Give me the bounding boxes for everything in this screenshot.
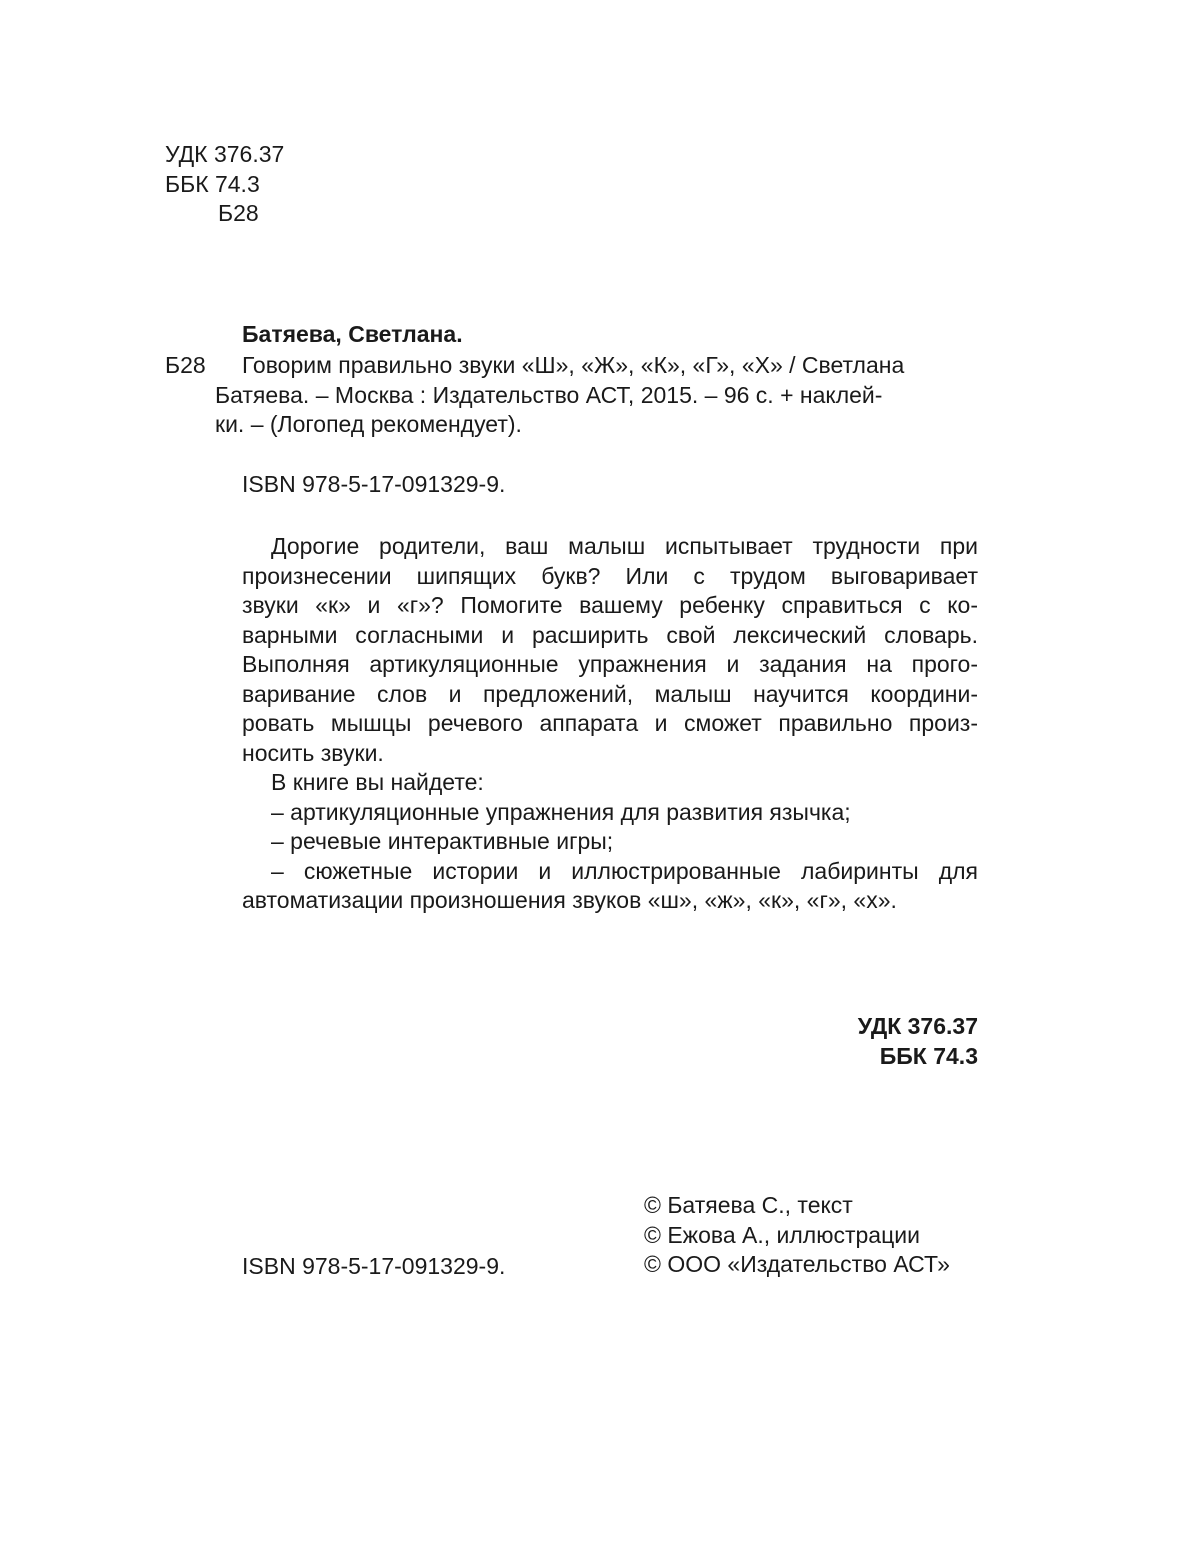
annotation-line: варными согласными и расширить свой лексический словарь. [242,621,978,648]
copyright-block [644,1191,950,1280]
annotation-line: ровать мышцы речевого аппарата и сможет правильно произ- [242,710,978,736]
isbn-footer: ISBN 978-5-17-091329-9. [242,1253,506,1279]
annotation-line: автоматизации произношения звуков «ш», «ж», «к», «г», «х». [242,887,897,913]
copyright-line: © Батяева С., текст [644,1192,853,1218]
copyright-line: © Ежова А., иллюстрации [644,1221,920,1248]
annotation-line: В книге вы найдете: [271,769,484,795]
annotation-line: Выполняя артикуляционные упражнения и задания на прого- [242,651,978,677]
author-heading: Батяева, Светлана. [242,321,463,347]
annotation-line: – речевые интерактивные игры; [271,828,614,854]
citation-line: Батяева. – Москва : Издательство АСТ, 2015. – 96 с. + наклей- [215,381,883,408]
annotation-line: носить звуки. [242,739,384,766]
author-mark-top: Б28 [218,200,259,226]
annotation-line: звуки «к» и «г»? Помогите вашему ребенку справиться с ко- [242,592,978,618]
udk-code-bottom: УДК 376.37 [857,1013,978,1039]
annotation-line: варивание слов и предложений, малыш научится координи- [242,680,978,707]
annotation-line: – артикуляционные упражнения для развития язычка; [271,798,851,825]
annotation-line: Дорогие родители, ваш малыш испытывает трудности при [271,533,978,559]
citation-line: Говорим правильно звуки «Ш», «Ж», «К», «Г», «Х» / Светлана [242,352,905,378]
bbk-code-top: ББК 74.3 [165,170,260,197]
udk-code-top: УДК 376.37 [165,141,285,167]
copyright-line: © ООО «Издательство АСТ» [644,1251,950,1277]
isbn-record: ISBN 978-5-17-091329-9. [242,471,506,497]
annotation-line: – сюжетные истории и иллюстрированные лабиринты для [271,857,978,884]
classification-block-bottom [858,1012,978,1071]
bbk-code-bottom: ББК 74.3 [879,1042,978,1069]
annotation-line: произнесении шипящих букв? Или с трудом выговаривает [242,562,978,589]
citation-line: ки. – (Логопед рекомендует). [215,411,522,437]
bibliographic-citation [215,351,950,440]
classification-block-top [165,140,284,229]
annotation-text [242,532,978,916]
author-mark-side: Б28 [165,352,206,378]
